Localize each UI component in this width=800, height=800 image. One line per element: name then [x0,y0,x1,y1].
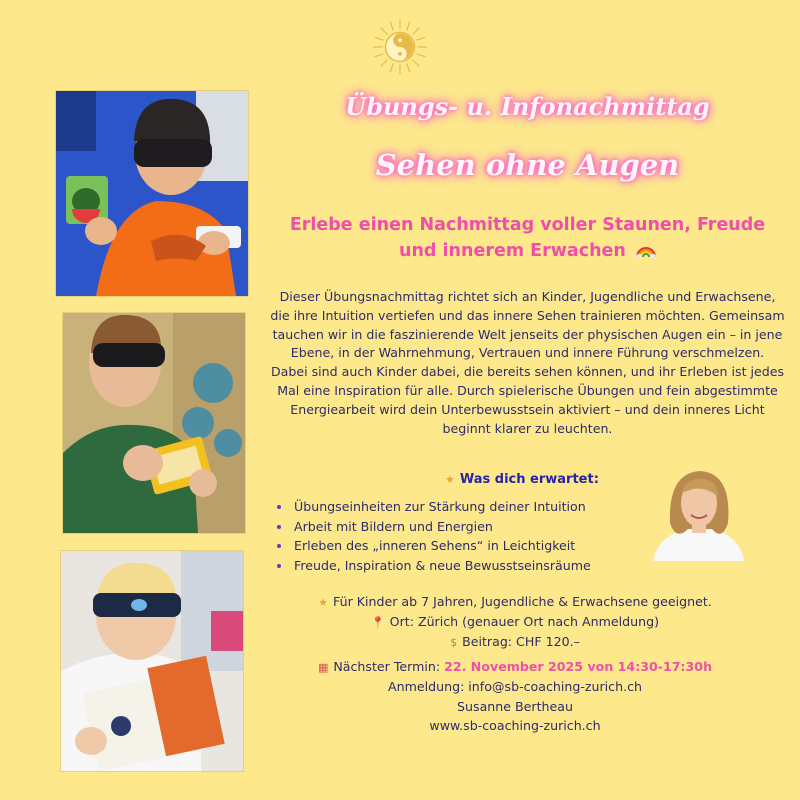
map-pin-icon: 📍 [370,616,385,629]
intro-text [270,288,785,438]
intro-paragraph-1: Dieser Übungsnachmittag richtet sich an Kinder, Jugendliche und Erwachsene, die ihre Intuition vertiefen und das innere Sehen trainieren möchten. Gemeinsam tauchen wir in die faszinierende Welt jenseits der physischen Augen ein – in jene Ebene, in der Wahrnehmung, Vertrauen und innere Führung verschmelzen. [270,289,785,361]
event-details [280,592,750,652]
event-title: Übungs- u. Infonachmittag [345,92,710,121]
subheadline-line2: und innerem Erwachen [399,241,626,261]
next-date-value: 22. November 2025 von 14:30-17:30h [444,659,713,674]
subheadline [285,212,770,266]
location-text: Ort: Zürich (genauer Ort nach Anmeldung) [389,614,660,629]
contact-block [280,657,750,736]
star-icon: ★ [445,473,455,486]
registration-email[interactable]: Anmeldung: info@sb-coaching-zurich.ch [388,679,642,695]
money-bag-icon: $ [450,636,458,649]
next-date-label: Nächster Termin: [333,659,441,674]
photo-boy-reading [62,312,246,534]
portrait-photo [648,463,748,561]
list-item: • Übungseinheiten zur Stärkung deiner Intuition [292,497,591,517]
rainbow-icon [636,240,656,266]
list-item: • Arbeit mit Bildern und Energien [292,517,591,537]
photo-child-with-headband [60,550,244,772]
event-subtitle: Sehen ohne Augen [375,148,680,182]
photo-child-with-card [55,90,249,297]
audience-text: Für Kinder ab 7 Jahren, Jugendliche & Erwachsene geeignet. [333,594,712,609]
sun-moon-logo-icon [371,18,429,76]
subheadline-line1: Erlebe einen Nachmittag voller Staunen, Freude [289,215,766,235]
calendar-icon: ▦ [317,661,329,674]
contact-name: Susanne Bertheau [457,698,573,714]
fee-text: Beitrag: CHF 120.– [462,634,580,649]
expectations-list [270,497,591,575]
list-item: • Freude, Inspiration & neue Bewusstseinsräume [292,556,591,576]
intro-paragraph-2: Dabei sind auch Kinder dabei, die bereits sehen können, und ihr Erleben ist jedes Mal eine Inspiration für alle. Durch spielerische Übungen und fein abgestimmte Energiearbeit wird dein Unterbewusstsein aktiviert – und dein inneres Licht beginnt klarer zu leuchten. [270,364,785,436]
star-icon: ★ [318,596,329,609]
list-item: • Erleben des „inneren Sehens“ in Leichtigkeit [292,536,591,556]
expectations-heading [445,472,599,487]
expectations-heading-text: Was dich erwartet: [459,472,599,487]
website-link[interactable]: www.sb-coaching-zurich.ch [429,718,601,734]
